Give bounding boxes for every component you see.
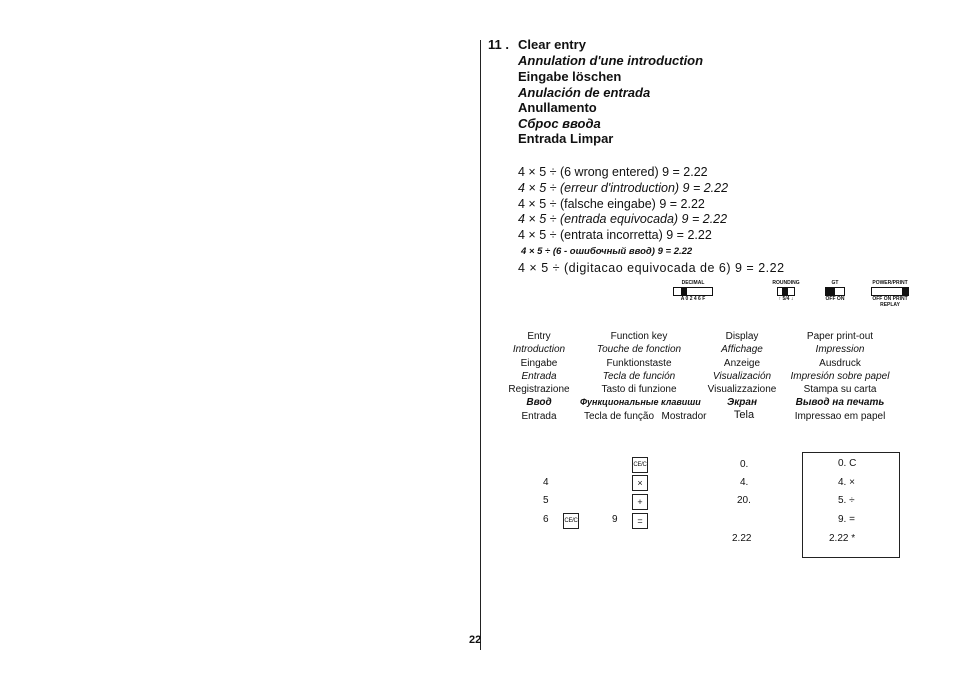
decimal-switch: DECIMAL A 0 2 4 6 F bbox=[668, 280, 718, 302]
multiply-key-icon: × bbox=[632, 475, 648, 491]
display-value: 4. bbox=[740, 477, 749, 488]
title-de: Eingabe löschen bbox=[518, 69, 622, 84]
entry-header-ru: Ввод bbox=[526, 397, 552, 408]
rounding-switch: ROUNDING ↑ 5/4 ↓ bbox=[772, 280, 800, 302]
function-key-header-fr: Touche de fonction bbox=[596, 344, 682, 355]
example-ru: 4 × 5 ÷ (6 - ошибочный ввод) 9 = 2.22 bbox=[521, 246, 693, 257]
function-key-header-it: Tasto di funzione bbox=[601, 384, 677, 395]
equals-key-icon: = bbox=[632, 513, 648, 529]
entry-header-pt: Entrada bbox=[521, 411, 557, 422]
entry-value: 9 bbox=[612, 514, 618, 525]
entry-value: 6 bbox=[543, 514, 549, 525]
title-it: Anullamento bbox=[518, 100, 597, 115]
page-number: 22 bbox=[469, 634, 482, 646]
paper-header-it: Stampa su carta bbox=[803, 384, 877, 395]
title-fr: Annulation d'une introduction bbox=[518, 53, 704, 68]
function-key-header-de: Funktionstaste bbox=[606, 358, 672, 369]
entry-value: 4 bbox=[543, 477, 549, 488]
title-pt: Entrada Limpar bbox=[518, 131, 614, 146]
entry-header-en: Entry bbox=[527, 331, 551, 342]
paper-header-pt: Impressao em papel bbox=[794, 411, 886, 422]
entry-value: 5 bbox=[543, 495, 549, 506]
display-header-fr: Affichage bbox=[721, 344, 763, 355]
display-value: 2.22 bbox=[732, 533, 752, 544]
display-value: 0. bbox=[740, 459, 749, 470]
function-key-header-es: Tecla de función bbox=[602, 371, 676, 382]
tape-line: 0. C bbox=[838, 458, 857, 469]
clear-entry-key-icon: CE/C bbox=[563, 513, 579, 529]
example-fr: 4 × 5 ÷ (erreur d'introduction) 9 = 2.22 bbox=[518, 181, 729, 195]
tape-line: 9. = bbox=[838, 514, 855, 525]
function-key-header-en: Function key bbox=[610, 331, 668, 342]
gutter-line bbox=[480, 40, 481, 650]
entry-header-fr: Introduction bbox=[512, 344, 566, 355]
display-header-es: Visualización bbox=[712, 371, 772, 382]
display-header-tela: Tela bbox=[733, 409, 755, 421]
paper-header-ru: Вывод на печать bbox=[795, 397, 885, 408]
example-de: 4 × 5 ÷ (falsche eingabe) 9 = 2.22 bbox=[518, 197, 705, 211]
paper-header-es: Impresión sobre papel bbox=[790, 371, 890, 382]
example-en: 4 × 5 ÷ (6 wrong entered) 9 = 2.22 bbox=[518, 165, 708, 179]
function-key-header-ru: Функциональные клавиши bbox=[580, 397, 701, 407]
display-header-ru: Экран bbox=[727, 397, 757, 408]
tape-line: 4. × bbox=[838, 477, 855, 488]
display-header-pt: Mostrador bbox=[661, 411, 707, 422]
tape-line: 5. ÷ bbox=[838, 495, 855, 506]
divide-key-icon: + bbox=[632, 494, 648, 510]
title-en: Clear entry bbox=[518, 37, 586, 52]
entry-header-de: Eingabe bbox=[520, 358, 558, 369]
gt-switch: GT OFF ON bbox=[825, 280, 845, 302]
function-key-header-pt: Tecla de função bbox=[583, 411, 655, 422]
example-es: 4 × 5 ÷ (entrada equivocada) 9 = 2.22 bbox=[518, 212, 728, 226]
example-pt: 4 × 5 ÷ (digitacao equivocada de 6) 9 = 2.22 bbox=[518, 261, 785, 275]
title-ru: Сброс ввода bbox=[518, 116, 601, 131]
entry-header-es: Entrada bbox=[521, 371, 557, 382]
power-switch: POWER/PRINT OFF ON PRINT REPLAY bbox=[872, 280, 908, 308]
entry-header-it: Registrazione bbox=[508, 384, 570, 395]
title-es: Anulación de entrada bbox=[518, 85, 651, 100]
section-number: 11 . bbox=[488, 37, 509, 52]
paper-header-en: Paper print-out bbox=[806, 331, 874, 342]
clear-entry-key-icon: CE/C bbox=[632, 457, 648, 473]
display-value: 20. bbox=[737, 495, 751, 506]
display-header-de: Anzeige bbox=[723, 358, 761, 369]
paper-header-de: Ausdruck bbox=[819, 358, 861, 369]
tape-line: 2.22 * bbox=[829, 533, 856, 544]
display-header-en: Display bbox=[725, 331, 759, 342]
display-header-it: Visualizzazione bbox=[707, 384, 777, 395]
example-it: 4 × 5 ÷ (entrata incorretta) 9 = 2.22 bbox=[518, 228, 712, 242]
paper-header-fr: Impression bbox=[815, 344, 865, 355]
